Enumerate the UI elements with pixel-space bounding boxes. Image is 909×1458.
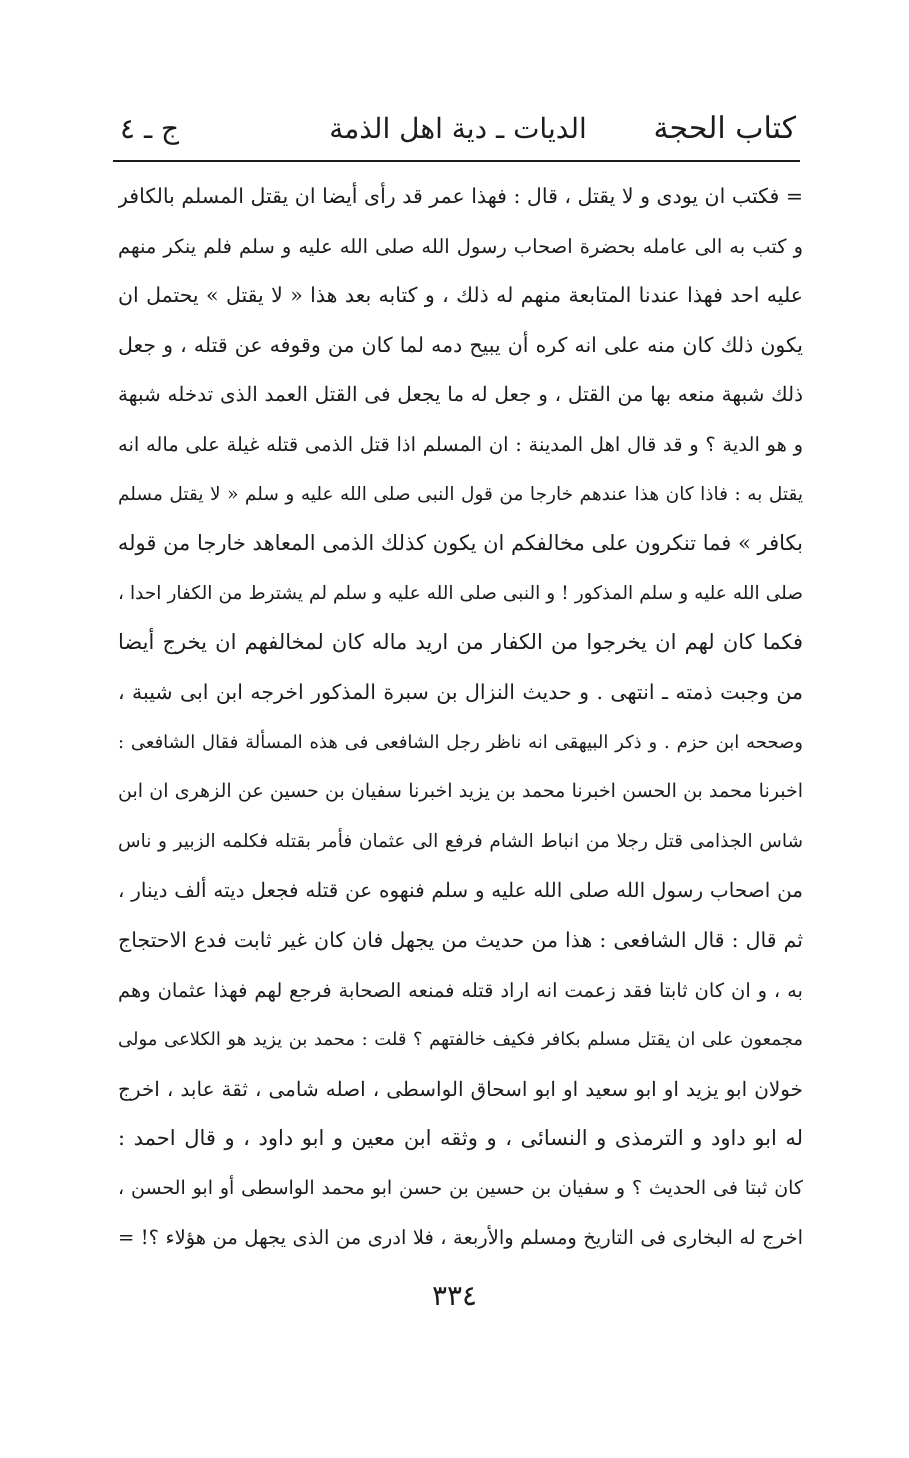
text-line: من اصحاب رسول الله صلى الله عليه و سلم فنهوه عن قتله فجعل ديته ألف دينار ، — [118, 878, 803, 903]
page-header — [120, 106, 796, 160]
text-line: له ابو داود و الترمذى و النسائى ، و وثقه ابن معين و ابو داود ، و قال احمد : — [118, 1126, 803, 1151]
text-line: كان ثبتا فى الحديث ؟ و سفيان بن حسين بن حسن ابو محمد الواسطى أو ابو الحسن ، — [118, 1176, 803, 1199]
text-line: صلى الله عليه و سلم المذكور ! و النبى صلى الله عليه و سلم لم يشترط من الكفار احدا ، — [118, 582, 803, 604]
text-line: مجمعون على ان يقتل مسلم بكافر فكيف خالفتهم ؟ قلت : محمد بن يزيد هو الكلاعى مولى — [118, 1029, 803, 1051]
section-title: الديات ـ دية اهل الذمة — [329, 112, 587, 145]
text-line: خولان ابو يزيد او ابو سعيد او ابو اسحاق الواسطى ، اصله شامى ، ثقة عابد ، اخرج — [118, 1076, 803, 1101]
text-line: شاس الجذامى قتل رجلا من انباط الشام فرفع الى عثمان فأمر بقتله فكلمه الزبير و ناس — [118, 830, 803, 852]
text-line: و هو الدية ؟ و قد قال اهل المدينة : ان المسلم اذا قتل الذمى قتله غيلة على ماله انه — [118, 432, 803, 456]
text-line: يكون ذلك كان منه على انه كره أن يبيح دمه لما كان من وقوفه عن قتله ، و جعل — [118, 332, 803, 357]
text-line: به ، و ان كان ثابتا فقد زعمت انه اراد قتله فمنعه الصحابة فرجع لهم فهذا عثمان وهم — [118, 978, 803, 1002]
header-divider — [113, 160, 800, 162]
text-line: = فكتب ان يودى و لا يقتل ، قال : فهذا عمر قد رأى أيضا ان يقتل المسلم بالكافر — [118, 184, 803, 208]
text-line: فكما كان لهم ان يخرجوا من الكفار من اريد ماله كان لمخالفهم ان يخرج أيضا — [118, 630, 803, 655]
text-line: بكافر » فما تنكرون على مخالفكم ان يكون كذلك الذمى المعاهد خارجا من قوله — [118, 531, 803, 556]
book-title: كتاب الحجة — [653, 111, 796, 146]
text-line: ثم قال : قال الشافعى : هذا من حديث من يجهل فان كان غير ثابت فدع الاحتجاج — [118, 927, 803, 952]
body-text — [118, 172, 803, 1263]
text-line: عليه احد فهذا عندنا المتابعة منهم له ذلك ، و كتابه بعد هذا « لا يقتل » يحتمل ان — [118, 283, 803, 308]
text-line: وصححه ابن حزم . و ذكر البيهقى انه ناظر رجل الشافعى فى هذه المسألة فقال الشافعى : — [118, 731, 803, 753]
text-line: اخرج له البخارى فى التاريخ ومسلم والأربعة ، فلا ادرى من الذى يجهل من هؤلاء ؟! = — [118, 1226, 803, 1250]
text-line: ذلك شبهة منعه بها من القتل ، و جعل له ما يجعل فى القتل العمد الذى تدخله شبهة — [118, 382, 803, 407]
text-line: و كتب به الى عامله بحضرة اصحاب رسول الله صلى الله عليه و سلم فلم ينكر منهم — [118, 234, 803, 258]
text-line: من وجبت ذمته ـ انتهى . و حديث النزال بن سبرة المذكور اخرجه ابن ابى شيبة ، — [118, 679, 803, 704]
text-line: يقتل به : فاذا كان هذا عندهم خارجا من قول النبى صلى الله عليه و سلم « لا يقتل مسلم — [118, 483, 803, 505]
volume-number: ج ـ ٤ — [120, 112, 180, 145]
page-number: ٣٣٤ — [431, 1279, 478, 1312]
text-line: اخبرنا محمد بن الحسن اخبرنا محمد بن يزيد اخبرنا سفيان بن حسين عن الزهرى ان ابن — [118, 780, 803, 803]
